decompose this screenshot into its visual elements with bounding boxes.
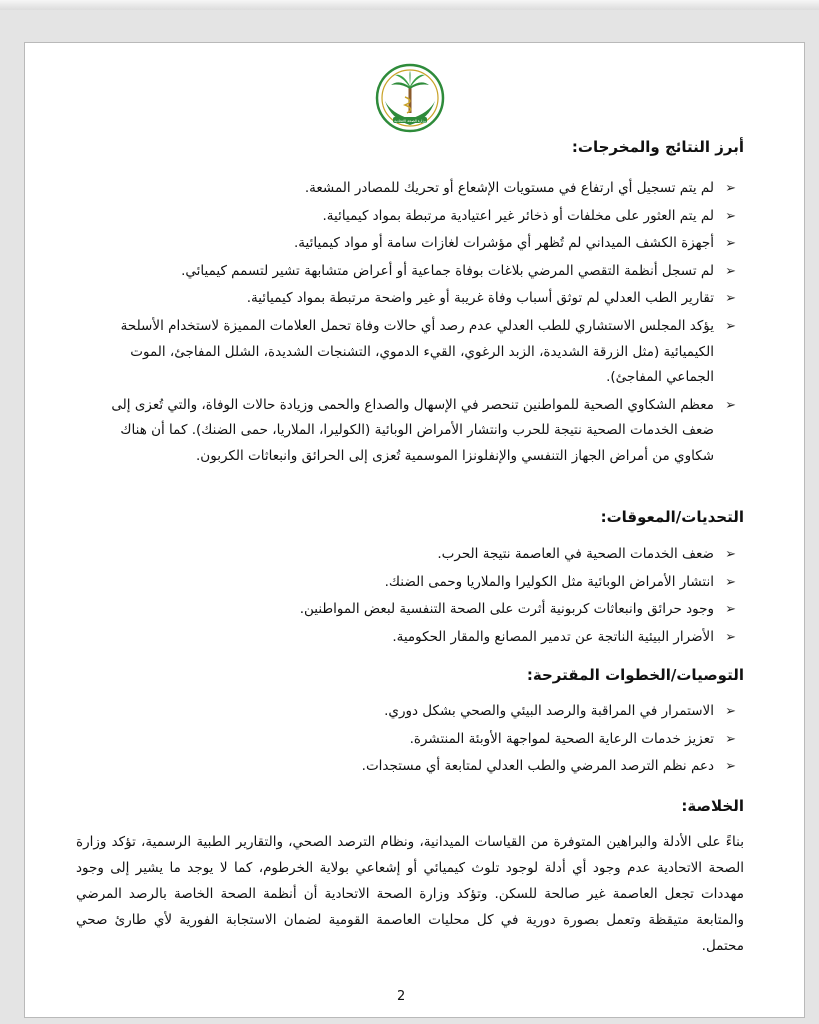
list-item: ➢ تعزيز خدمات الرعاية الصحية لمواجهة الأوبئة المنتشرة.	[96, 727, 736, 753]
checkmark-arrow-icon: ➢	[725, 236, 736, 252]
list-item: ➢ انتشار الأمراض الوبائية مثل الكوليرا والملاريا وحمى الضنك.	[96, 570, 736, 596]
results-heading: أبرز النتائج والمخرجات:	[571, 138, 744, 156]
list-item: ➢ أجهزة الكشف الميداني لم تُظهر أي مؤشرات لغازات سامة أو مواد كيميائية.	[96, 231, 736, 257]
checkmark-arrow-icon: ➢	[725, 397, 736, 413]
checkmark-arrow-icon: ➢	[725, 263, 736, 279]
conclusion-heading: الخلاصة:	[681, 797, 744, 815]
checkmark-arrow-icon: ➢	[725, 208, 736, 224]
checkmark-arrow-icon: ➢	[725, 704, 736, 719]
list-item: ➢ تقارير الطب العدلي لم توثق أسباب وفاة غريبة أو غير واضحة مرتبطة بمواد كيميائية.	[96, 286, 736, 312]
list-item: ➢ الاستمرار في المراقبة والرصد البيئي والصحي بشكل دوري.	[96, 699, 736, 725]
recommendations-list	[96, 699, 736, 782]
conclusion-paragraph: بناءً على الأدلة والبراهين المتوفرة من القياسات الميدانية، ونظام الترصد الصحي، والتقارير الطبية الرسمية، تؤكد وزارة الصحة الاتحادية عدم وجود أي أدلة لوجود تلوث كيميائي أو إشعاعي بولاية الخرطوم، كما لا يوجد ما يشير إلى وجود مهددات تجعل العاصمة غير صالحة للسكن. وتؤكد وزارة الصحة الاتحادية أن أنظمة الصحة الخاصة بالرصد المرضي والمتابعة متيقظة وتعمل بصورة دورية في كل محليات العاصمة القومية لضمان الاستجابة الفورية لأي طارئ صحي محتمل.	[76, 834, 744, 954]
ministry-logo	[375, 63, 445, 133]
page-number: 2	[397, 989, 406, 1004]
list-item: ➢ لم يتم تسجيل أي ارتفاع في مستويات الإشعاع أو تحريك للمصادر المشعة.	[96, 176, 736, 202]
checkmark-arrow-icon: ➢	[725, 602, 736, 618]
list-item: ➢ يؤكد المجلس الاستشاري للطب العدلي عدم رصد أي حالات وفاة تحمل العلامات المميزة لاستخدام الأسلحة الكيميائية (مثل الزرقة الشديدة، الزبد الرغوي، القيء الدموي، التشنجات الشديدة، الشلل المفاجئ، الموت الجماعي المفاجئ).	[96, 314, 736, 391]
palm-emblem-icon	[375, 63, 445, 133]
challenges-heading: التحديات/المعوقات:	[600, 508, 744, 526]
checkmark-arrow-icon: ➢	[725, 759, 736, 775]
checkmark-arrow-icon: ➢	[725, 629, 736, 645]
checkmark-arrow-icon: ➢	[725, 731, 736, 747]
list-item: ➢ الأضرار البيئية الناتجة عن تدمير المصانع والمقار الحكومية.	[96, 625, 736, 651]
svg-text:وزارة الصحة الاتحادية: وزارة الصحة الاتحادية	[394, 119, 426, 123]
recommendations-heading: التوصيات/الخطوات المقترحة:	[526, 666, 744, 684]
results-list	[96, 176, 736, 472]
checkmark-arrow-icon: ➢	[725, 291, 736, 307]
list-item: ➢ لم تسجل أنظمة التقصي المرضي بلاغات بوفاة جماعية أو أعراض متشابهة تشير لتسمم كيميائي.	[96, 259, 736, 285]
list-item: ➢ وجود حرائق وانبعاثات كربونية أثرت على الصحة التنفسية لبعض المواطنين.	[96, 597, 736, 623]
list-item: ➢ لم يتم العثور على مخلفات أو ذخائر غير اعتيادية مرتبطة بمواد كيميائية.	[96, 204, 736, 230]
list-item: ➢ دعم نظم الترصد المرضي والطب العدلي لمتابعة أي مستجدات.	[96, 754, 736, 780]
document-page	[24, 42, 805, 1018]
checkmark-arrow-icon: ➢	[725, 318, 736, 334]
list-item: ➢ ضعف الخدمات الصحية في العاصمة نتيجة الحرب.	[96, 542, 736, 568]
challenges-list	[96, 542, 736, 652]
checkmark-arrow-icon: ➢	[725, 547, 736, 562]
checkmark-arrow-icon: ➢	[725, 574, 736, 590]
checkmark-arrow-icon: ➢	[725, 181, 736, 196]
list-item: ➢ معظم الشكاوي الصحية للمواطنين تنحصر في الإسهال والصداع والحمى وزيادة حالات الوفاة، والتي تُعزى إلى ضعف الخدمات الصحية نتيجة للحرب وانتشار الأمراض الوبائية (الكوليرا، الملاريا، حمى الضنك). كما أن هناك شكاوي من أمراض الجهاز التنفسي والإنفلونزا الموسمية تُعزى إلى الحرائق وانبعاثات الكربون.	[96, 393, 736, 470]
viewer-top-bar	[0, 0, 819, 10]
